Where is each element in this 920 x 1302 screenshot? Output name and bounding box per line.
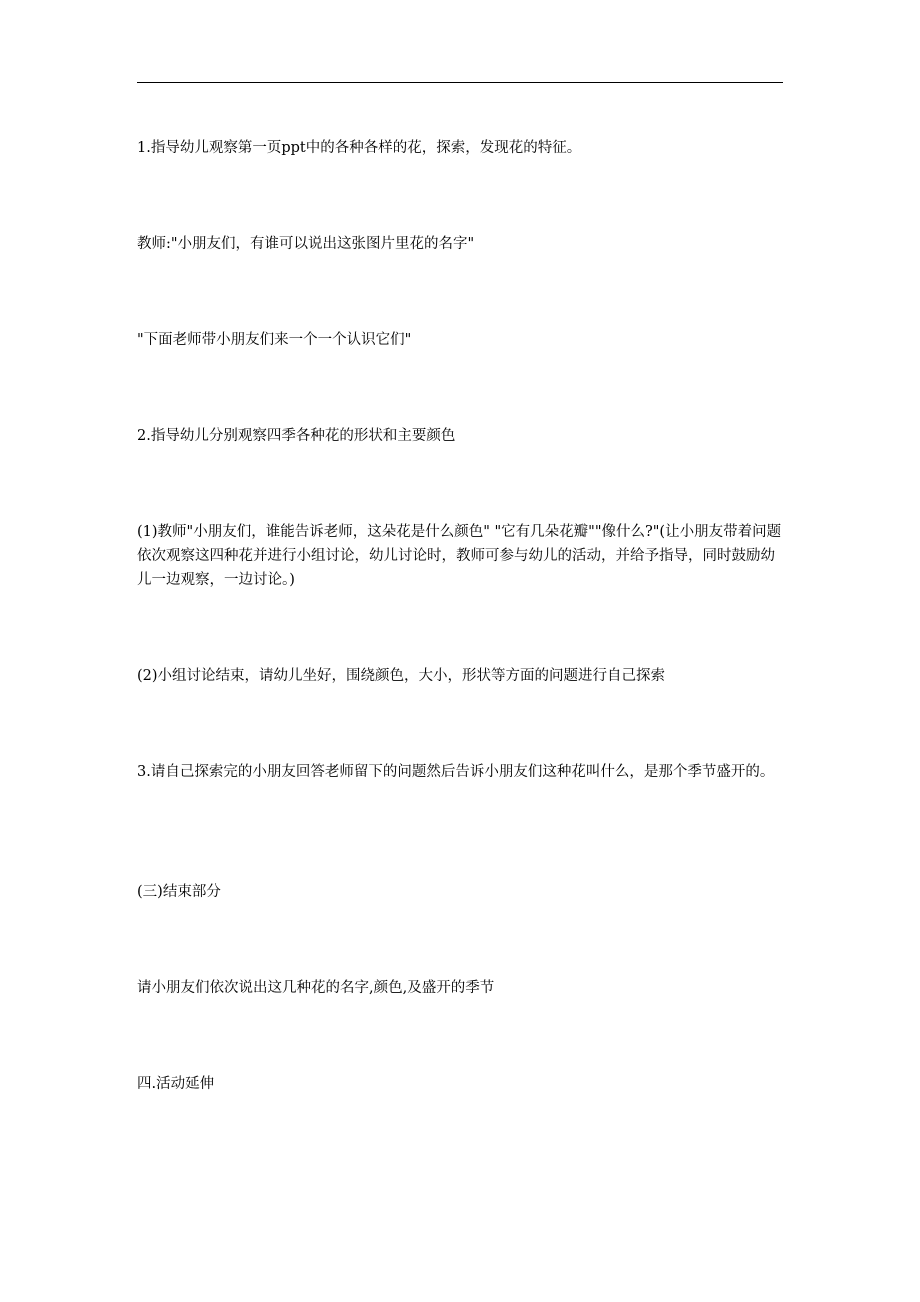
paragraph-step-3: 3.请自己探索完的小朋友回答老师留下的问题然后告诉小朋友们这种花叫什么，是那个季节盛开的。: [137, 764, 775, 780]
paragraph-step-1: 1.指导幼儿观察第一页ppt中的各种各样的花，探索，发现花的特征。: [137, 140, 582, 156]
paragraph-step-2: 2.指导幼儿分别观察四季各种花的形状和主要颜色: [137, 428, 456, 444]
paragraph-step-2-1: (1)教师"小朋友们，谁能告诉老师，这朵花是什么颜色" "它有几朵花瓣""像什么?"(让小朋友带着问题依次观察这四种花并进行小组讨论，幼儿讨论时，教师可参与幼儿的活动，并给予指导，同时鼓励幼儿一边观察，一边讨论。): [137, 524, 782, 588]
section-heading-extension: 四.活动延伸: [137, 1076, 215, 1092]
paragraph-teacher-question: 教师:"小朋友们，有谁可以说出这张图片里花的名字": [137, 236, 475, 252]
header-divider: [137, 82, 783, 83]
paragraph-ending-task: 请小朋友们依次说出这几种花的名字,颜色,及盛开的季节: [137, 980, 495, 996]
paragraph-teacher-intro: "下面老师带小朋友们来一个一个认识它们": [137, 332, 412, 348]
paragraph-step-2-2: (2)小组讨论结束，请幼儿坐好，围绕颜色，大小，形状等方面的问题进行自己探索: [137, 668, 666, 684]
section-heading-ending: (三)结束部分: [137, 884, 221, 900]
